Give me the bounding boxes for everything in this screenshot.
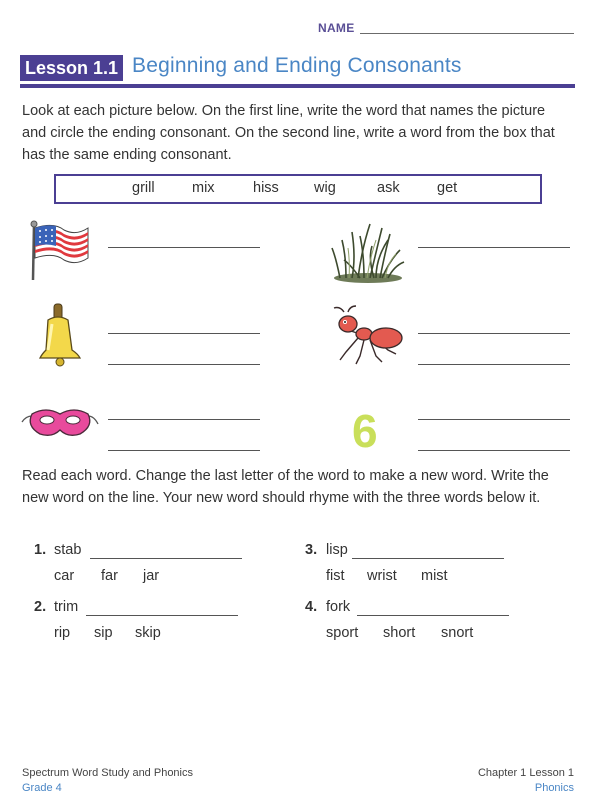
name-label: NAME bbox=[318, 21, 355, 35]
answer-line-grass[interactable] bbox=[418, 247, 570, 248]
header-rule bbox=[20, 84, 575, 88]
name-line[interactable] bbox=[360, 33, 574, 34]
answer-line-mask-1[interactable] bbox=[108, 419, 260, 420]
rhyme-word: short bbox=[383, 625, 416, 641]
rhyme-word: fist bbox=[326, 568, 345, 584]
lesson-title: Beginning and Ending Consonants bbox=[132, 54, 462, 77]
rhyme-word: sport bbox=[326, 625, 359, 641]
word-bank-word: hiss bbox=[253, 180, 279, 196]
part2-instructions: Read each word. Change the last letter of the word to make a new word. Write the new word on the line. Your new word should rhyme with the three words below it. bbox=[22, 468, 549, 506]
answer-line-six-2[interactable] bbox=[418, 450, 570, 451]
part1-instructions: Look at each picture below. On the first line, write the word that names the picture and circle the ending consonant. On the second line, write a word from the box that has the same ending consonant. bbox=[22, 103, 555, 163]
footer-subject: Phonics bbox=[534, 782, 574, 794]
word-bank-box bbox=[54, 174, 542, 204]
rhyme-word: rip bbox=[54, 625, 71, 641]
rhyme-word: sip bbox=[94, 625, 113, 641]
answer-line-flag[interactable] bbox=[108, 247, 260, 248]
ant-icon bbox=[330, 304, 406, 368]
rhyme-word: wrist bbox=[367, 568, 397, 584]
answer-line-item-2[interactable] bbox=[86, 615, 238, 616]
rhyme-word: mist bbox=[421, 568, 448, 584]
rhyme-word: far bbox=[101, 568, 118, 584]
item-number: 3. bbox=[305, 542, 318, 558]
six-icon: 6 bbox=[352, 405, 378, 457]
item-number: 1. bbox=[34, 542, 47, 558]
answer-line-mask-2[interactable] bbox=[108, 450, 260, 451]
item-number: 2. bbox=[34, 599, 47, 615]
item-word: trim bbox=[54, 599, 79, 615]
rhyme-word: snort bbox=[441, 625, 474, 641]
rhyme-word: jar bbox=[143, 568, 160, 584]
flag-icon bbox=[24, 218, 94, 282]
answer-line-item-4[interactable] bbox=[357, 615, 509, 616]
mask-icon bbox=[20, 402, 100, 442]
answer-line-six-1[interactable] bbox=[418, 419, 570, 420]
grass-icon bbox=[330, 218, 406, 284]
item-word: lisp bbox=[326, 542, 348, 558]
footer-chapter: Chapter 1 Lesson 1 bbox=[477, 767, 574, 779]
rhyme-word: skip bbox=[135, 625, 161, 641]
item-word: fork bbox=[326, 599, 351, 615]
answer-line-bell-1[interactable] bbox=[108, 333, 260, 334]
answer-line-item-3[interactable] bbox=[352, 558, 504, 559]
answer-line-item-1[interactable] bbox=[90, 558, 242, 559]
item-word: stab bbox=[54, 542, 82, 558]
word-bank-word: grill bbox=[132, 180, 155, 196]
footer-grade: Grade 4 bbox=[22, 782, 62, 794]
word-bank-word: wig bbox=[314, 180, 336, 196]
lesson-badge: Lesson 1.1 bbox=[20, 55, 123, 81]
word-bank-word: mix bbox=[192, 180, 215, 196]
word-bank-word: ask bbox=[377, 180, 400, 196]
answer-line-ant-1[interactable] bbox=[418, 333, 570, 334]
rhyme-word: car bbox=[54, 568, 75, 584]
bell-icon bbox=[36, 302, 84, 368]
word-bank-word: get bbox=[437, 180, 458, 196]
answer-line-ant-2[interactable] bbox=[418, 364, 570, 365]
footer-book-title: Spectrum Word Study and Phonics bbox=[22, 767, 193, 779]
answer-line-bell-2[interactable] bbox=[108, 364, 260, 365]
item-number: 4. bbox=[305, 599, 318, 615]
